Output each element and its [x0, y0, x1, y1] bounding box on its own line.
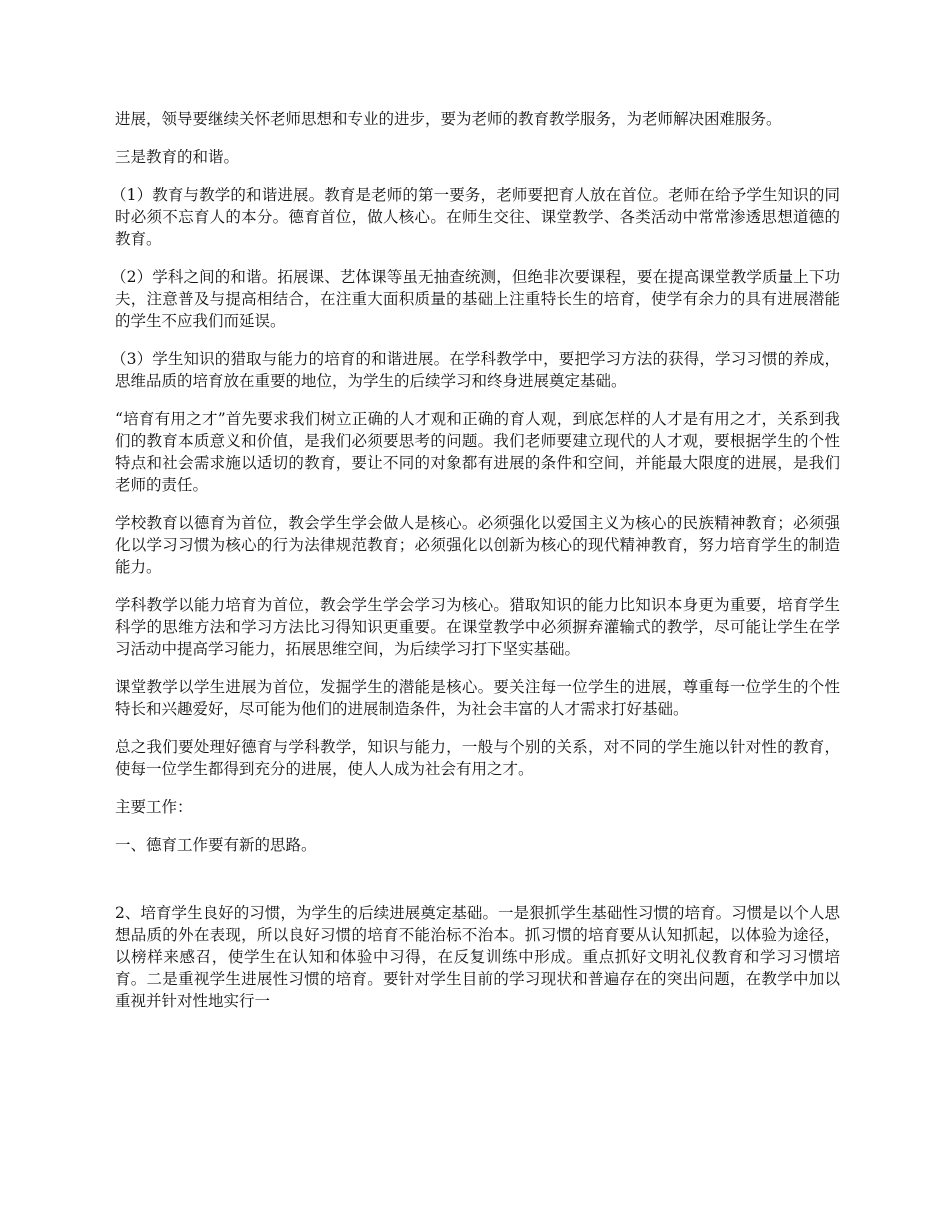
paragraph-continuation: 进展，领导要继续关怀老师思想和专业的进步，要为老师的教育教学服务，为老师解决困难服务。 [115, 110, 782, 128]
heading-harmony: 三是教育的和谐。 [115, 148, 240, 166]
paragraph-subject-teaching: 学科教学以能力培育为首位，教会学生学会学习为核心。猎取知识的能力比知识本身更为重要，培育学生科学的思维方法和学习方法比习得知识更重要。在课堂教学中必须摒弃灌输式的教学，尽可能让学生在学习活动中提高学习能力，拓展思维空间，为后续学习打下坚实基础。 [115, 596, 840, 658]
paragraph-item-3: （3）学生知识的猎取与能力的培育的和谐进展。在学科教学中，要把学习方法的获得，学习习惯的养成，思维品质的培育放在重要的地位，为学生的后续学习和终身进展奠定基础。 [111, 350, 840, 390]
paragraph-item-2: （2）学科之间的和谐。拓展课、艺体课等虽无抽查统测，但绝非次要课程，要在提高课堂教学质量上下功夫，注意普及与提高相结合，在注重大面积质量的基础上注重特长生的培育，使学有余力的具有进展潜能的学生不应我们而延误。 [111, 268, 840, 330]
paragraph-summary: 总之我们要处理好德育与学科教学，知识与能力，一般与个别的关系，对不同的学生施以针对性的教育，使每一位学生都得到充分的进展，使人人成为社会有用之才。 [115, 738, 840, 778]
paragraph-moral-education: 学校教育以德育为首位，教会学生学会做人是核心。必须强化以爱国主义为核心的民族精神教育；必须强化以学习习惯为核心的行为法律规范教育；必须强化以创新为核心的现代精神教育，努力培育学生的制造能力。 [115, 514, 840, 576]
document-page [111, 108, 840, 1028]
paragraph-useful-talent: “培育有用之才”首先要求我们树立正确的人才观和正确的育人观，到底怎样的人才是有用之才，关系到我们的教育本质意义和价值，是我们必须要思考的问题。我们老师要建立现代的人才观，要根据学生的个性特点和社会需求施以适切的教育，要让不同的对象都有进展的条件和空间，并能最大限度的进展，是我们老师的责任。 [115, 410, 840, 494]
paragraph-item-1: （1）教育与教学的和谐进展。教育是老师的第一要务，老师要把育人放在首位。老师在给予学生知识的同时必须不忘育人的本分。德育首位，做人核心。在师生交往、课堂教学、各类活动中常常渗透思想道德的教育。 [111, 186, 840, 248]
paragraph-habits: 2、培育学生良好的习惯，为学生的后续进展奠定基础。一是狠抓学生基础性习惯的培育。习惯是以个人思想品质的外在表现，所以良好习惯的培育不能治标不治本。抓习惯的培育要从认知抓起，以体验为途径，以榜样来感召，使学生在认知和体验中习得，在反复训练中形成。重点抓好文明礼仪教育和学习习惯培育。二是重视学生进展性习惯的培育。要针对学生目前的学习现状和普遍存在的突出问题，在教学中加以重视并针对性地实行一 [115, 904, 840, 1010]
heading-moral-work: 一、德育工作要有新的思路。 [115, 836, 317, 854]
section-gap [115, 872, 840, 902]
heading-main-work: 主要工作： [115, 798, 193, 816]
paragraph-classroom-teaching: 课堂教学以学生进展为首位，发掘学生的潜能是核心。要关注每一位学生的进展，尊重每一位学生的个性特长和兴趣爱好，尽可能为他们的进展制造条件，为社会丰富的人才需求打好基础。 [115, 678, 840, 718]
